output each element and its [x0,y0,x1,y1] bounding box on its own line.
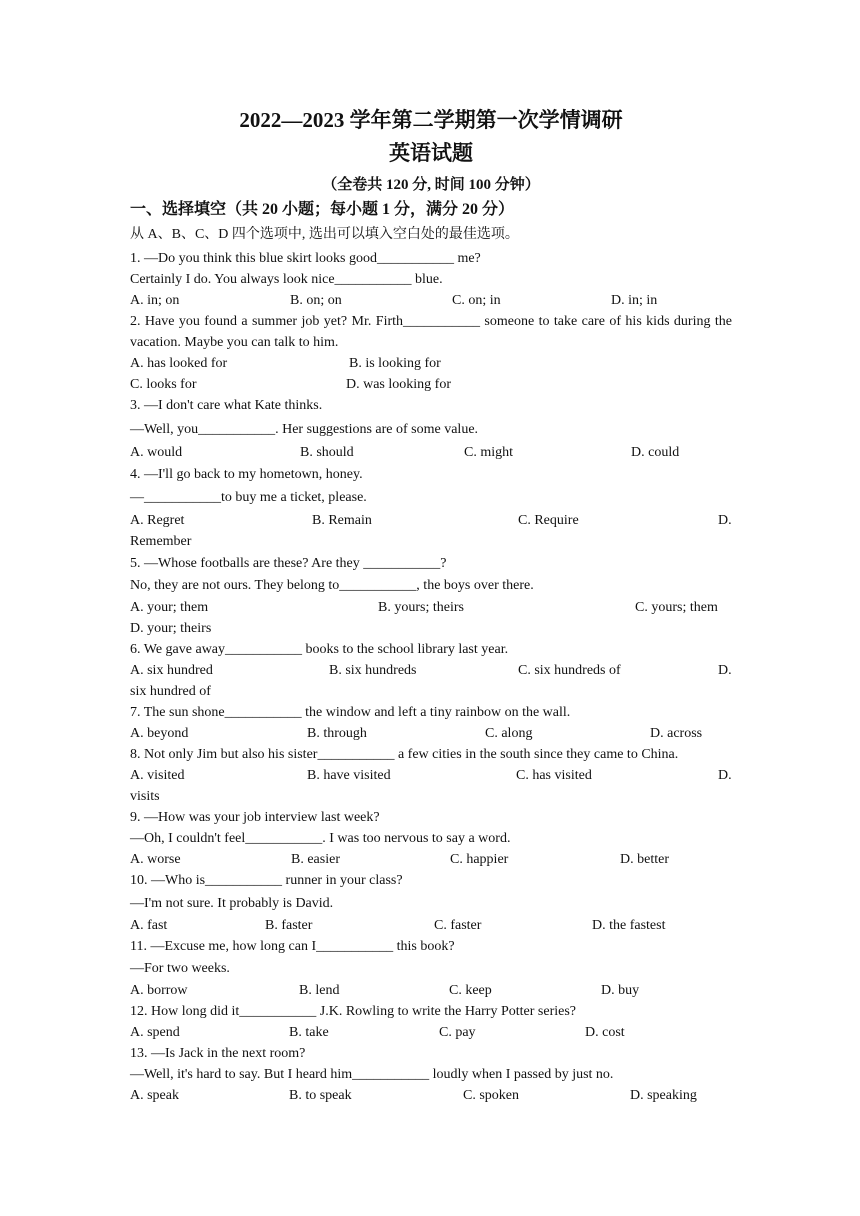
question-9-stem: 9. —How was your job interview last week? [130,810,380,825]
option-b[interactable]: B. on; on [290,293,342,308]
option-d[interactable]: D. the fastest [592,918,666,933]
option-b[interactable]: B. is looking for [349,356,441,371]
option-c[interactable]: C. along [485,726,533,741]
question-8-options [130,765,732,786]
question-3-options [130,442,732,464]
option-d[interactable]: D. in; in [611,293,658,308]
question-11-options [130,980,732,1001]
option-a[interactable]: A. fast [130,918,168,933]
question-13-options [130,1085,732,1106]
option-c[interactable]: C. has visited [516,768,592,783]
option-a[interactable]: A. your; them [130,600,209,615]
option-c[interactable]: C. keep [449,983,492,998]
question-13-stem: 13. —Is Jack in the next room? [130,1046,306,1061]
option-b[interactable]: B. take [289,1025,329,1040]
option-c[interactable]: C. happier [450,852,509,867]
question-3-stem-2: —Well, you___________. Her suggestions are of some value. [130,422,479,437]
option-a[interactable]: A. Regret [130,513,185,528]
exam-page [130,104,732,1106]
question-7-options [130,723,732,744]
option-d-continued: six hundred of [130,684,211,699]
option-a[interactable]: A. six hundred [130,663,213,678]
option-d-continued: visits [130,789,160,804]
option-b[interactable]: B. six hundreds [329,663,417,678]
option-d[interactable]: D. was looking for [346,377,451,392]
question-13-stem-2: —Well, it's hard to say. But I heard him___________ loudly when I passed by just no. [130,1067,614,1082]
option-c[interactable]: C. might [464,445,514,460]
option-c[interactable]: C. on; in [452,293,501,308]
question-12-stem: 12. How long did it___________ J.K. Rowling to write the Harry Potter series? [130,1004,577,1019]
question-2-stem: 2. Have you found a summer job yet? Mr. Firth___________ someone to take care of his kids during the vacation. Maybe you can talk to him. [130,314,732,350]
option-a[interactable]: A. borrow [130,983,188,998]
option-d[interactable]: D. [718,768,732,783]
exam-subject: 英语试题 [389,141,473,165]
option-d[interactable]: D. across [650,726,703,741]
option-d[interactable]: D. could [631,445,680,460]
question-9-stem-2: —Oh, I couldn't feel___________. I was too nervous to say a word. [130,831,511,846]
option-a[interactable]: A. visited [130,768,185,783]
question-5-options [130,597,732,618]
option-d[interactable]: D. better [620,852,669,867]
option-a[interactable]: A. would [130,445,183,460]
option-a[interactable]: A. has looked for [130,356,228,371]
question-1-stem-2: Certainly I do. You always look nice___________ blue. [130,272,443,287]
option-b[interactable]: B. have visited [307,768,391,783]
option-a[interactable]: A. beyond [130,726,189,741]
option-a[interactable]: A. in; on [130,293,180,308]
exam-info: （全卷共 120 分, 时间 100 分钟） [322,177,540,193]
section-heading: 一、选择填空（共 20 小题；每小题 1 分，满分 20 分） [130,201,515,218]
question-1-options [130,290,732,311]
question-10-stem-2: —I'm not sure. It probably is David. [130,896,334,911]
option-c[interactable]: C. spoken [463,1088,519,1103]
option-d[interactable]: D. buy [601,983,640,998]
question-6-options [130,660,732,681]
question-4-stem-2: —___________to buy me a ticket, please. [130,490,367,505]
question-4-stem: 4. —I'll go back to my hometown, honey. [130,467,363,482]
question-8-stem: 8. Not only Jim but also his sister___________ a few cities in the south since they came to China. [130,747,679,762]
exam-title: 2022—2023 学年第二学期第一次学情调研 [239,108,623,132]
option-b[interactable]: B. yours; theirs [378,600,464,615]
option-a[interactable]: A. speak [130,1088,179,1103]
option-b[interactable]: B. through [307,726,367,741]
option-c[interactable]: C. Require [518,513,579,528]
question-6-stem: 6. We gave away___________ books to the school library last year. [130,642,509,657]
question-10-options [130,915,732,936]
option-c[interactable]: C. looks for [130,377,197,392]
option-a[interactable]: A. worse [130,852,181,867]
question-7-stem: 7. The sun shone___________ the window and left a tiny rainbow on the wall. [130,705,571,720]
question-1-stem: 1. —Do you think this blue skirt looks good___________ me? [130,251,481,266]
question-3-stem: 3. —I don't care what Kate thinks. [130,398,323,413]
option-c[interactable]: C. yours; them [635,600,718,615]
question-5-stem-2: No, they are not ours. They belong to___________, the boys over there. [130,578,534,593]
option-c[interactable]: C. faster [434,918,482,933]
question-4-options [130,510,732,531]
question-5-stem: 5. —Whose footballs are these? Are they ___________? [130,556,447,571]
option-b[interactable]: B. Remain [312,513,372,528]
option-d[interactable]: D. [718,513,732,528]
question-2-options-2 [130,374,732,395]
question-11-stem-2: —For two weeks. [130,961,230,976]
option-d[interactable]: D. speaking [630,1088,697,1103]
option-b[interactable]: B. should [300,445,354,460]
option-a[interactable]: A. spend [130,1025,180,1040]
option-c[interactable]: C. pay [439,1025,476,1040]
option-b[interactable]: B. easier [291,852,340,867]
option-d[interactable]: D. cost [585,1025,625,1040]
option-d[interactable]: D. [718,663,732,678]
question-9-options [130,849,732,870]
option-b[interactable]: B. lend [299,983,340,998]
option-b[interactable]: B. to speak [289,1088,352,1103]
option-c[interactable]: C. six hundreds of [518,663,621,678]
option-d-continued: Remember [130,534,192,549]
question-12-options [130,1022,732,1043]
question-10-stem: 10. —Who is___________ runner in your class? [130,873,403,888]
option-d[interactable]: D. your; theirs [130,621,212,636]
option-b[interactable]: B. faster [265,918,313,933]
question-11-stem: 11. —Excuse me, how long can I___________ this book? [130,939,455,954]
question-2-options [130,353,732,374]
section-instruction: 从 A、B、C、D 四个选项中, 选出可以填入空白处的最佳选项。 [130,227,519,242]
